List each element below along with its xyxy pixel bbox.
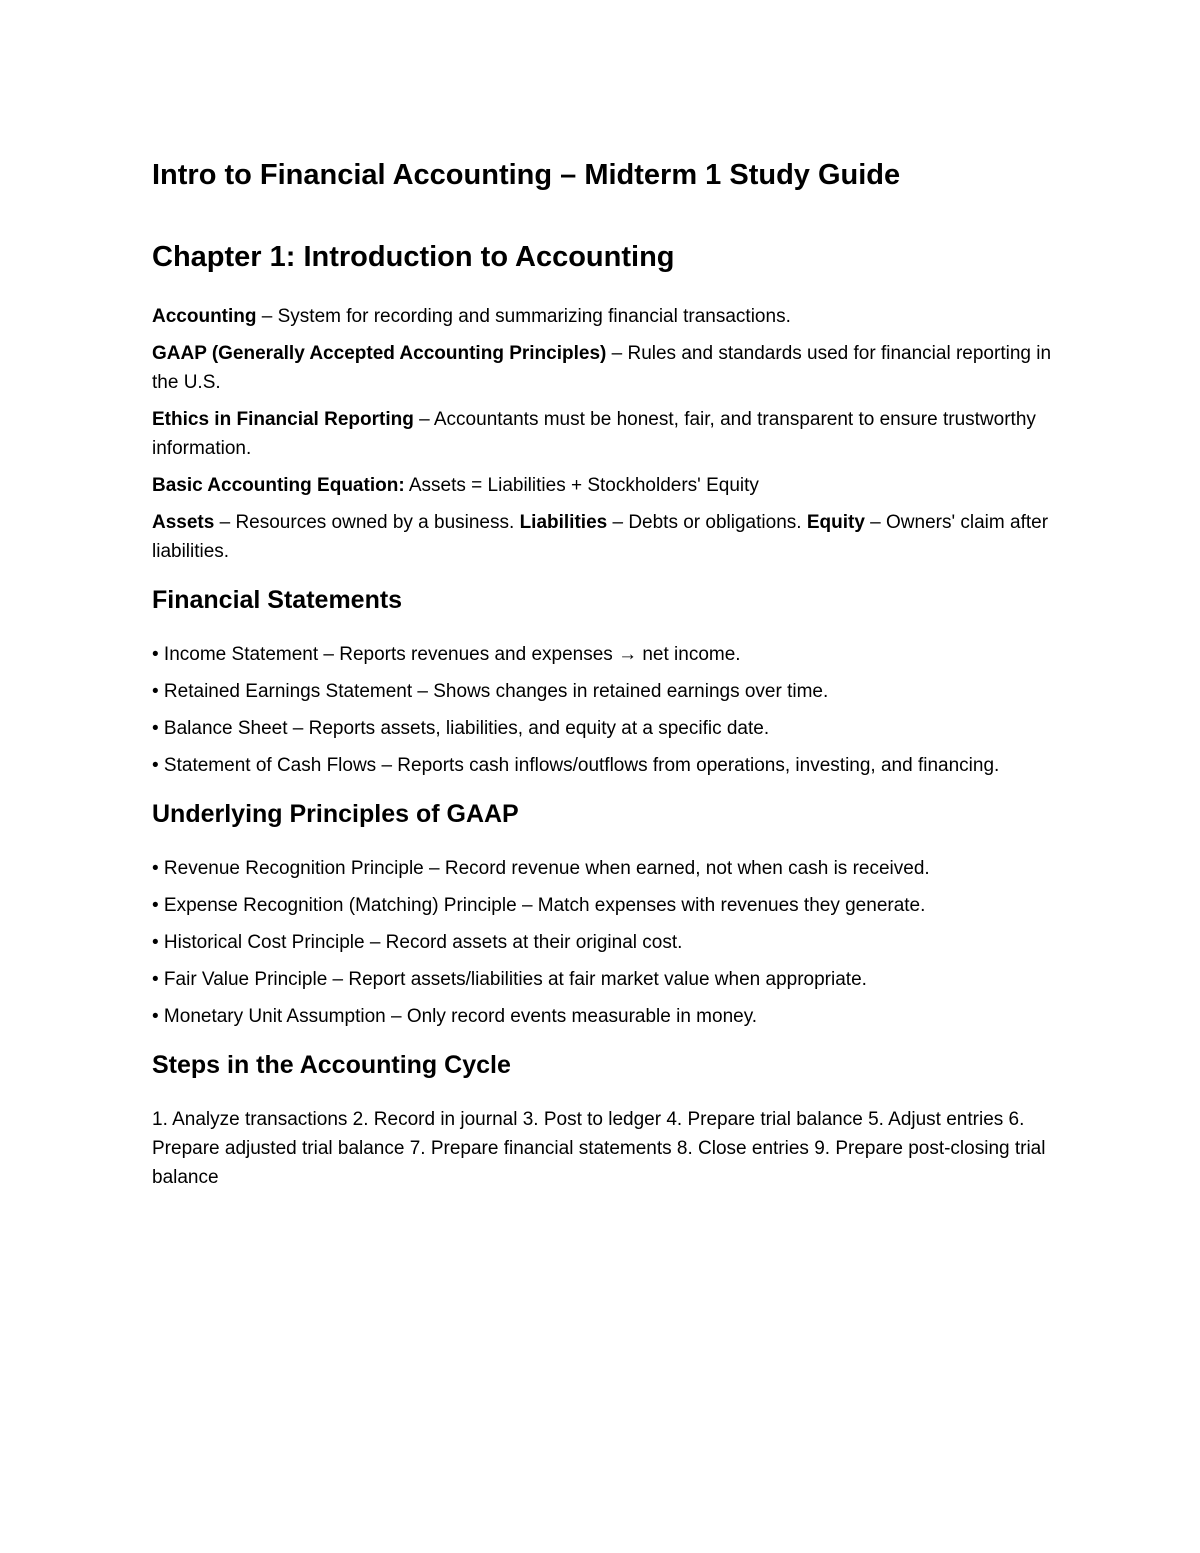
list-item: • Income Statement – Reports revenues and expenses → net income. bbox=[152, 644, 741, 665]
term-ethics: Ethics in Financial Reporting bbox=[152, 409, 414, 430]
definition-text: – Accountants must be honest, fair, and transparent to ensure trustworthy information. bbox=[152, 409, 1036, 459]
accounting-cycle-steps: 1. Analyze transactions 2. Record in journal 3. Post to ledger 4. Prepare trial balance 5. Adjust entries 6. Prepare adjusted trial balance 7. Prepare financial statements 8. Close entries 9. Prepare post-closing trial balance bbox=[152, 1109, 1046, 1188]
definition-elements bbox=[152, 508, 1072, 566]
chapter-title: Chapter 1: Introduction to Accounting bbox=[152, 241, 675, 273]
list-item: • Expense Recognition (Matching) Principle – Match expenses with revenues they generate. bbox=[152, 895, 926, 916]
financial-statements-list bbox=[152, 640, 1072, 780]
gaap-principles-list bbox=[152, 854, 1072, 1031]
definition-text: – Debts or obligations. bbox=[607, 512, 807, 533]
term-liabilities: Liabilities bbox=[519, 512, 608, 533]
definition-equation bbox=[152, 471, 1072, 500]
definition-text: – Rules and standards used for financial reporting in the U.S. bbox=[152, 343, 1052, 393]
definition-text: Assets = Liabilities + Stockholders' Equity bbox=[404, 475, 759, 496]
definition-text: – Resources owned by a business. bbox=[214, 512, 520, 533]
term-assets: Assets bbox=[152, 512, 215, 533]
definition-gaap bbox=[152, 339, 1072, 397]
list-item: • Monetary Unit Assumption – Only record events measurable in money. bbox=[152, 1006, 758, 1027]
section-heading-accounting-cycle: Steps in the Accounting Cycle bbox=[152, 1051, 511, 1079]
list-item: • Balance Sheet – Reports assets, liabilities, and equity at a specific date. bbox=[152, 718, 770, 739]
definition-text: – System for recording and summarizing financial transactions. bbox=[256, 306, 791, 327]
definitions-list bbox=[152, 302, 1072, 566]
definition-accounting bbox=[152, 302, 1072, 331]
document-page bbox=[152, 150, 1072, 1192]
document-title: Intro to Financial Accounting – Midterm 1 Study Guide bbox=[152, 159, 901, 191]
term-gaap: GAAP (Generally Accepted Accounting Principles) bbox=[152, 343, 607, 364]
term-equation: Basic Accounting Equation: bbox=[152, 475, 405, 496]
term-accounting: Accounting bbox=[152, 306, 257, 327]
definition-ethics bbox=[152, 405, 1072, 463]
list-item: • Historical Cost Principle – Record assets at their original cost. bbox=[152, 932, 683, 953]
section-heading-gaap-principles: Underlying Principles of GAAP bbox=[152, 800, 519, 828]
definition-text: – Owners' claim after liabilities. bbox=[152, 512, 1049, 562]
list-item: • Statement of Cash Flows – Reports cash inflows/outflows from operations, investing, and financing. bbox=[152, 755, 1000, 776]
term-equity: Equity bbox=[806, 512, 865, 533]
list-item: • Retained Earnings Statement – Shows changes in retained earnings over time. bbox=[152, 681, 829, 702]
section-heading-financial-statements: Financial Statements bbox=[152, 586, 403, 614]
list-item: • Revenue Recognition Principle – Record revenue when earned, not when cash is received. bbox=[152, 858, 930, 879]
list-item: • Fair Value Principle – Report assets/liabilities at fair market value when appropriate. bbox=[152, 969, 867, 990]
